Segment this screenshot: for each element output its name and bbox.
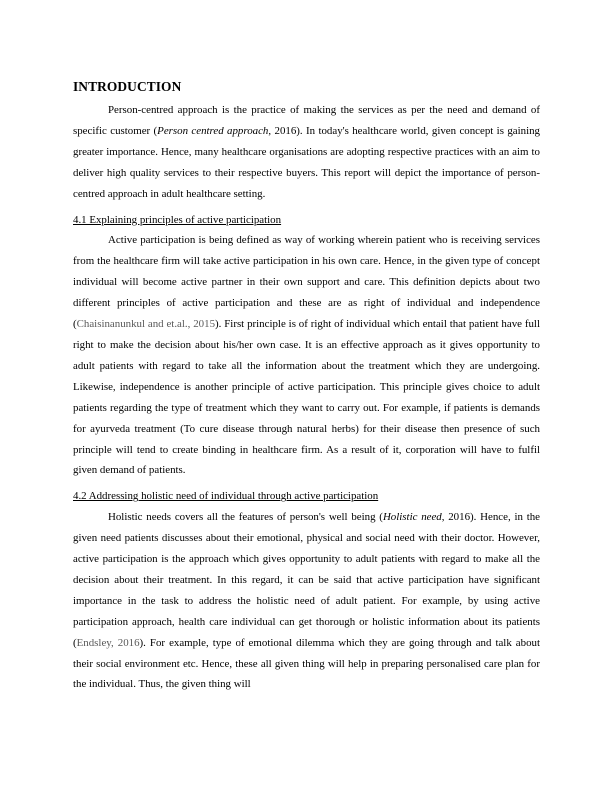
section-4-2-citation-year: , 2016 — [441, 511, 471, 524]
section-4-1-text-1: Active participation is being defined as way of working wherein patient who is receiving services from the healthcare firm will take active participation in his own care. Hence, in the given type of concept individual will become active partner in their own support and care. This definition depicts about two different principles of active participation and these are as right of individual and independence ( — [73, 234, 540, 331]
section-4-2-citation-2: Endsley, 2016 — [76, 636, 140, 649]
section-4-1-text-2: ). First principle is of right of individual which entail that patient have full right to make the decision about his/her own case. It is an effective approach as it gives opportunity to adult patients with regard to take all the information about the treatment which they are undergoing. Likewise, independence is another principle of active participation. This principle gives choice to adult patients regarding the type of treatment which they want to carry out. For example, if patients is demands for ayurveda treatment (To cure disease through natural herbs) for their disease then presence of such principle will tend to create binding in healthcare firm. As a result of it, corporation will have to fulfil given demand of patients. — [73, 318, 540, 477]
intro-text-1: Person-centred approach is the practice of making the services as per the need and demand of specific customer ( — [73, 104, 540, 137]
section-4-1-paragraph — [73, 230, 540, 481]
intro-citation-year: , 2016 — [268, 124, 297, 137]
intro-text-2: ). In today's healthcare world, given concept is gaining greater importance. Hence, many healthcare organisations are adopting respective practices with an aim to deliver high quality services to their respective buyers. This report will depict the importance of person-centred approach in adult healthcare setting. — [73, 124, 540, 200]
section-4-1-citation: Chaisinanunkul and et.al., 2015 — [76, 318, 216, 331]
section-4-2-text-3: ). For example, type of emotional dilemma which they are going through and talk about their social environment etc. Hence, these all given thing will help in preparing personalised care plan for the individual. Thus, the given thing will — [73, 636, 540, 691]
section-4-2-text-1: Holistic needs covers all the features of person's well being ( — [108, 511, 383, 524]
section-4-2-citation-title: Holistic need — [382, 511, 442, 524]
intro-paragraph — [73, 100, 540, 205]
page-title: INTRODUCTION — [73, 79, 182, 94]
section-4-2-paragraph — [73, 507, 540, 695]
intro-citation-title: Person centred approach — [157, 124, 269, 137]
section-4-2-text-2: ). Hence, in the given need patients discusses about their emotional, physical and social need with their doctor. However, active participation is the approach which gives opportunity to adult patients with regard to make all the decision about their treatment. In this regard, it can be said that active participation have significant importance in the task to address the holistic need of adult patient. For example, by using active participation approach, health care individual can get thorough or holistic information about its patients ( — [73, 511, 540, 649]
section-heading-4-1: 4.1 Explaining principles of active participation — [73, 213, 282, 226]
section-heading-4-2: 4.2 Addressing holistic need of individual through active participation — [73, 490, 379, 503]
